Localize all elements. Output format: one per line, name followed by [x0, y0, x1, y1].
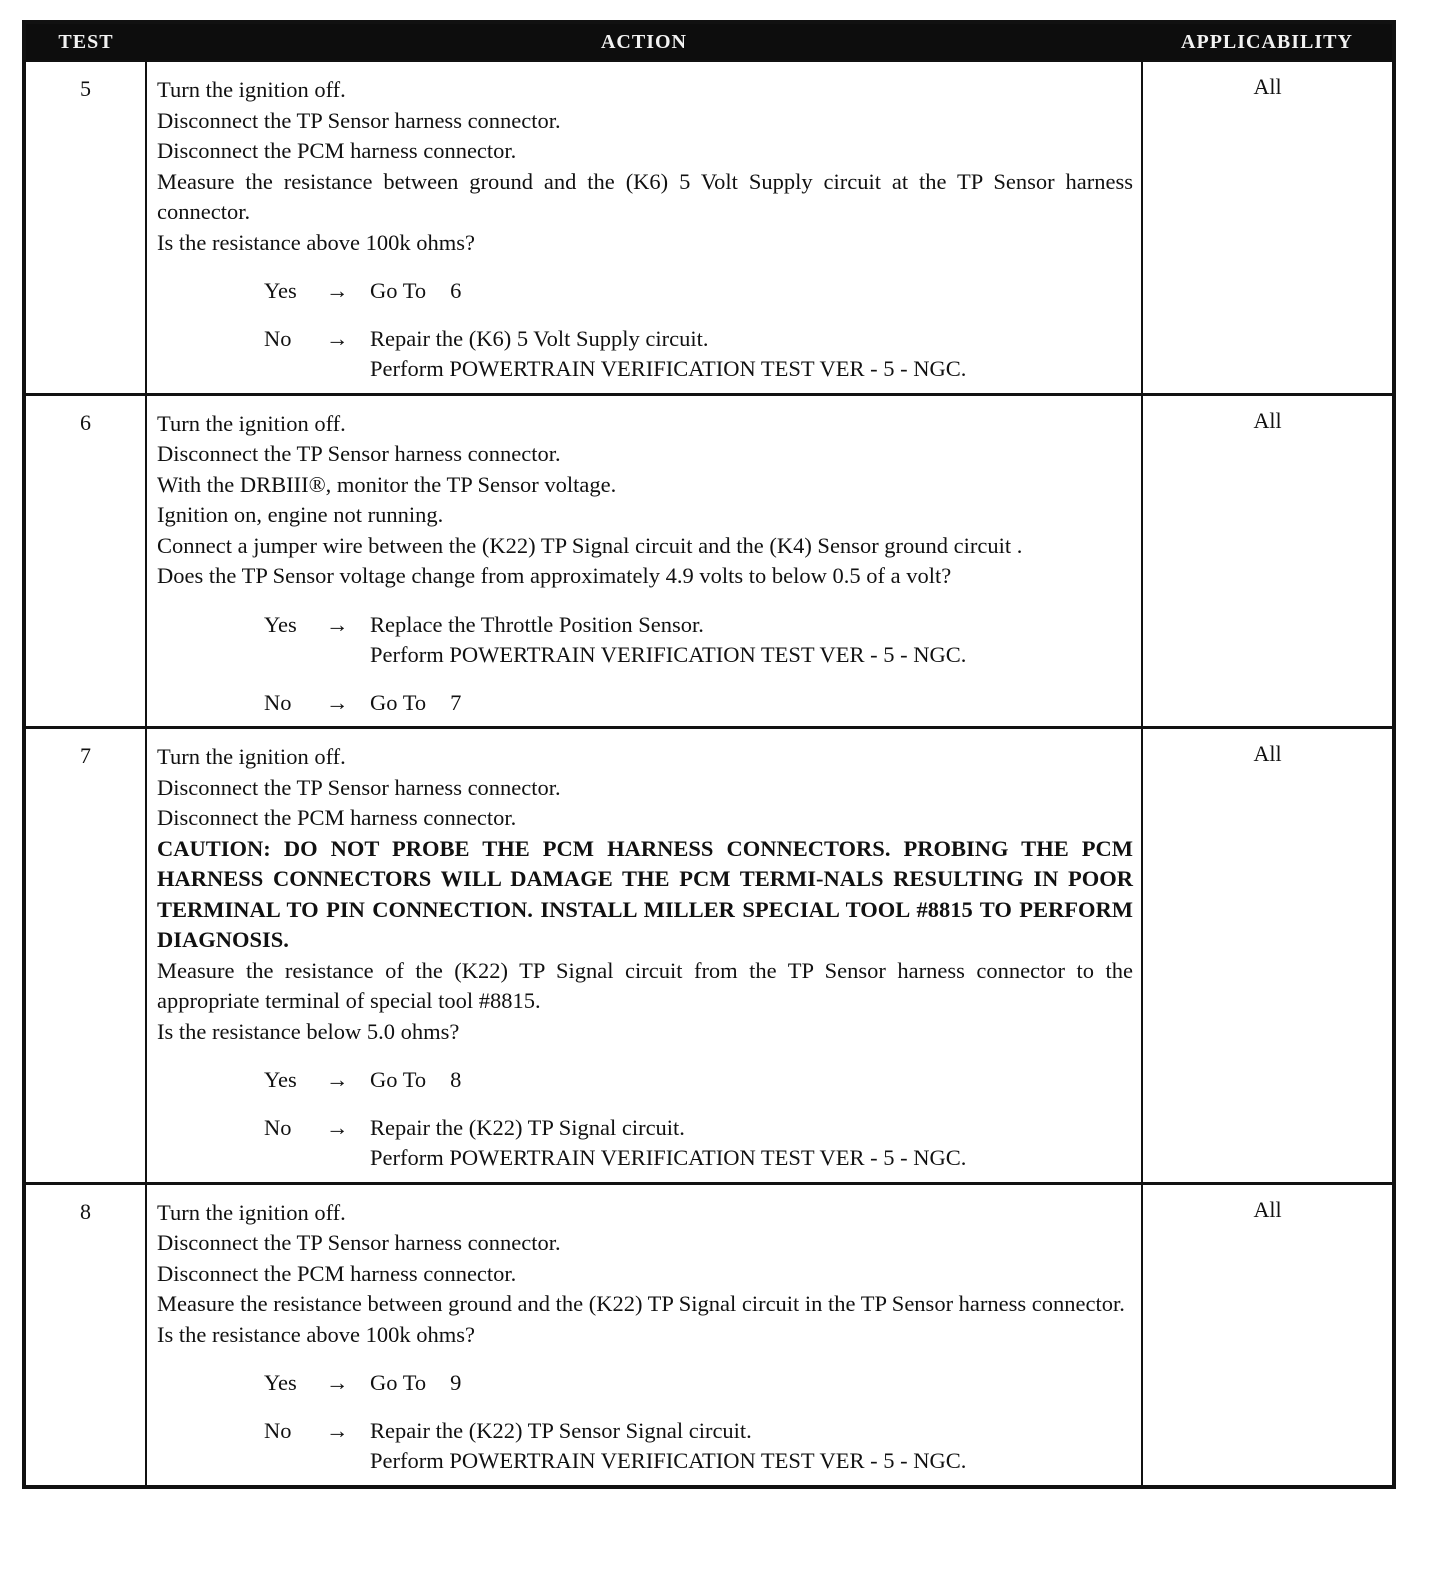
- result-line: Replace the Throttle Position Sensor.: [370, 611, 704, 637]
- yes-branch: [264, 610, 1133, 671]
- action-line: Measure the resistance between ground and the (K22) TP Signal circuit in the TP Sensor harness connector.: [157, 1291, 1125, 1316]
- question-line: Does the TP Sensor voltage change from approximately 4.9 volts to below 0.5 of a volt?: [157, 563, 952, 588]
- action-line: Disconnect the TP Sensor harness connector.: [157, 441, 561, 466]
- yes-result: [370, 610, 1133, 671]
- right-arrow-icon: →: [326, 325, 349, 351]
- result-line: Repair the (K22) TP Sensor Signal circuit.: [370, 1417, 752, 1443]
- action-line: Turn the ignition off.: [157, 77, 346, 102]
- right-arrow-icon: →: [326, 1114, 349, 1140]
- no-branch: [264, 324, 1133, 385]
- header-applicability: APPLICABILITY: [1142, 22, 1394, 61]
- action-line: Connect a jumper wire between the (K22) TP Signal circuit and the (K4) Sensor ground circuit .: [157, 532, 1023, 558]
- action-line: Disconnect the PCM harness connector.: [157, 1260, 517, 1286]
- result-line: Perform POWERTRAIN VERIFICATION TEST VER - 5 - NGC.: [370, 1448, 967, 1473]
- yes-label: Yes: [264, 1067, 297, 1092]
- test-number: 6: [24, 394, 146, 728]
- action-cell: [146, 728, 1142, 1184]
- no-label: No: [264, 325, 292, 351]
- no-result: [370, 324, 1133, 385]
- action-line: Measure the resistance between ground and the (K6) 5 Volt Supply circuit at the TP Sensor harness connector.: [157, 168, 1133, 224]
- goto-label: Go To: [370, 1370, 427, 1395]
- right-arrow-icon: →: [326, 611, 349, 637]
- action-line: Disconnect the PCM harness connector.: [157, 138, 517, 163]
- goto-result: [370, 688, 1133, 719]
- test-number: 7: [24, 728, 146, 1184]
- action-line: Measure the resistance of the (K22) TP Signal circuit from the TP Sensor harness connector to the appropriate terminal of special tool #8815.: [157, 957, 1133, 1013]
- action-line: Disconnect the TP Sensor harness connector.: [157, 107, 561, 133]
- no-result: [370, 1113, 1133, 1174]
- question-line: Is the resistance below 5.0 ohms?: [157, 1018, 460, 1044]
- right-arrow-icon: →: [326, 689, 349, 715]
- result-line: Repair the (K22) TP Signal circuit.: [370, 1114, 685, 1140]
- yes-label: Yes: [264, 1370, 297, 1395]
- right-arrow-icon: →: [326, 1417, 349, 1443]
- no-label: No: [264, 1114, 292, 1140]
- action-line: Disconnect the TP Sensor harness connector.: [157, 774, 561, 800]
- yes-label: Yes: [264, 611, 297, 637]
- yes-branch: [264, 1368, 1133, 1399]
- goto-result: [370, 1065, 1133, 1096]
- result-line: Perform POWERTRAIN VERIFICATION TEST VER - 5 - NGC.: [370, 356, 967, 381]
- question-line: Is the resistance above 100k ohms?: [157, 1321, 476, 1347]
- diagnostic-test-sheet: [22, 20, 1392, 1489]
- result-line: Repair the (K6) 5 Volt Supply circuit.: [370, 325, 709, 351]
- goto-label: Go To: [370, 1067, 427, 1092]
- yes-label: Yes: [264, 278, 297, 303]
- action-cell: [146, 1183, 1142, 1487]
- right-arrow-icon: →: [326, 278, 349, 303]
- action-line: Turn the ignition off.: [157, 1199, 346, 1225]
- goto-number: 6: [450, 278, 462, 303]
- goto-number: 7: [450, 689, 462, 715]
- applicability: All: [1142, 1183, 1394, 1487]
- test-row-7: [24, 728, 1394, 1184]
- action-line: Ignition on, engine not running.: [157, 502, 444, 527]
- goto-result: [370, 1368, 1133, 1399]
- no-branch: [264, 1113, 1133, 1174]
- action-line: Disconnect the PCM harness connector.: [157, 805, 517, 830]
- diagnostic-table: [22, 20, 1396, 1489]
- action-line: Turn the ignition off.: [157, 744, 346, 769]
- goto-number: 8: [450, 1067, 462, 1092]
- table-header-row: [24, 22, 1394, 61]
- action-cell: [146, 61, 1142, 394]
- header-action: ACTION: [146, 22, 1142, 61]
- goto-label: Go To: [370, 689, 427, 715]
- no-result: [370, 1416, 1133, 1477]
- no-label: No: [264, 689, 292, 715]
- test-row-5: [24, 61, 1394, 394]
- goto-number: 9: [450, 1370, 462, 1395]
- applicability: All: [1142, 728, 1394, 1184]
- test-number: 5: [24, 61, 146, 394]
- test-row-8: [24, 1183, 1394, 1487]
- action-line: Turn the ignition off.: [157, 410, 346, 436]
- action-cell: [146, 394, 1142, 728]
- result-line: Perform POWERTRAIN VERIFICATION TEST VER - 5 - NGC.: [370, 1145, 967, 1170]
- action-line: Disconnect the TP Sensor harness connector.: [157, 1230, 561, 1255]
- result-line: Perform POWERTRAIN VERIFICATION TEST VER - 5 - NGC.: [370, 642, 967, 667]
- right-arrow-icon: →: [326, 1370, 349, 1395]
- goto-label: Go To: [370, 278, 427, 303]
- yes-branch: [264, 1065, 1133, 1096]
- yes-branch: [264, 276, 1133, 307]
- applicability: All: [1142, 61, 1394, 394]
- no-label: No: [264, 1417, 292, 1443]
- applicability: All: [1142, 394, 1394, 728]
- goto-result: [370, 276, 1133, 307]
- header-test: TEST: [24, 22, 146, 61]
- no-branch: [264, 1416, 1133, 1477]
- test-row-6: [24, 394, 1394, 728]
- no-branch: [264, 688, 1133, 719]
- question-line: Is the resistance above 100k ohms?: [157, 229, 476, 255]
- caution-text: CAUTION: DO NOT PROBE THE PCM HARNESS CONNECTORS. PROBING THE PCM HARNESS CONNECTORS WILL DAMAGE THE PCM TERMI-NALS RESULTING IN POOR TERMINAL TO PIN CONNECTION. INSTALL MILLER SPECIAL TOOL #8815 TO PERFORM DIAGNOSIS.: [157, 835, 1133, 952]
- right-arrow-icon: →: [326, 1067, 349, 1092]
- action-line: With the DRBIII®, monitor the TP Sensor voltage.: [157, 471, 617, 497]
- test-number: 8: [24, 1183, 146, 1487]
